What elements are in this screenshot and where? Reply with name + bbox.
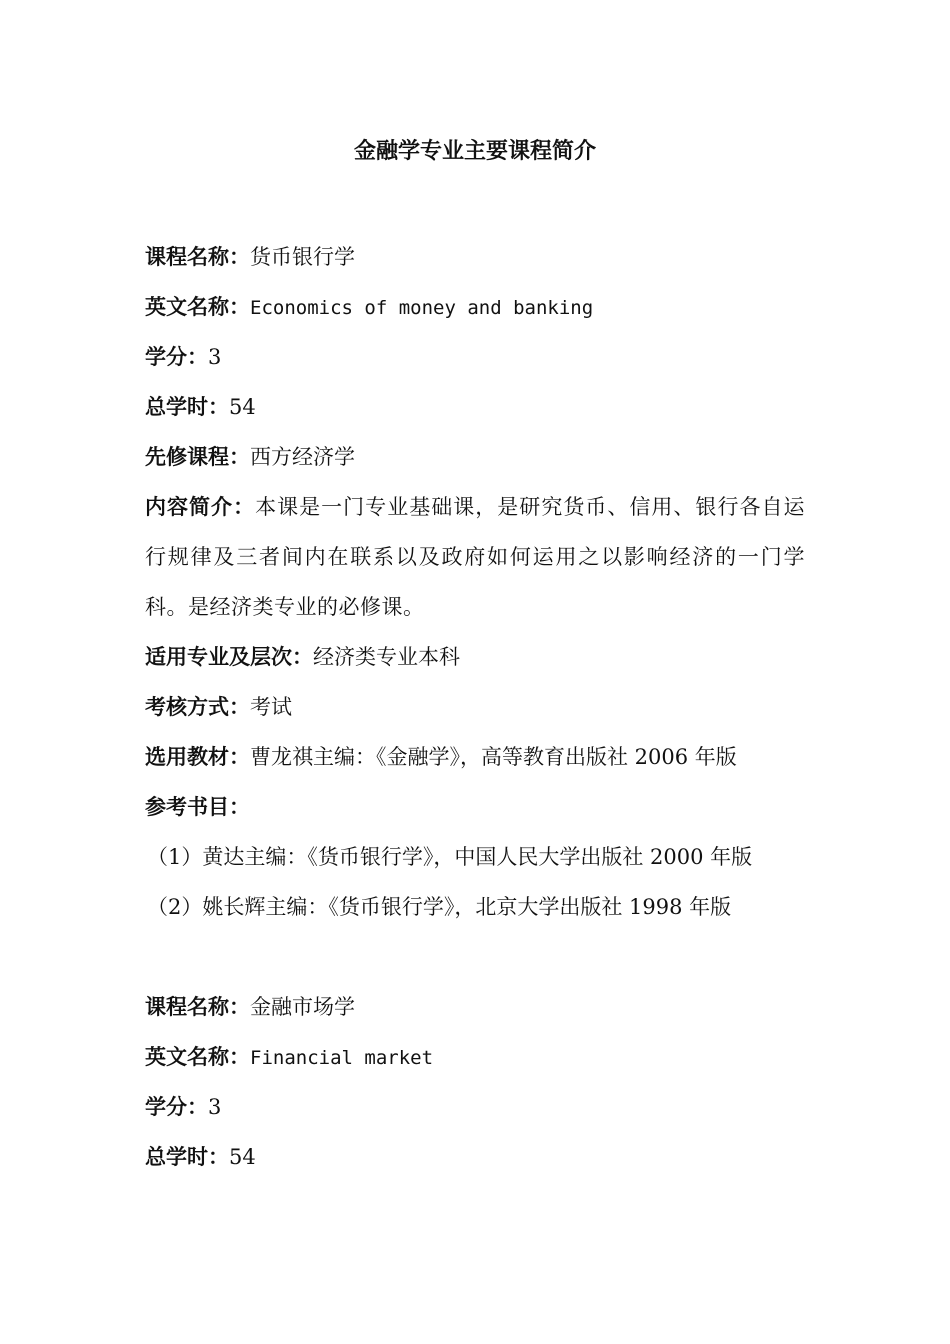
hours-row (145, 1132, 805, 1182)
course-name-row (145, 982, 805, 1032)
textbook-row (145, 732, 805, 782)
section-spacer (145, 932, 805, 982)
course-section-1 (145, 232, 805, 932)
exam-value: 考试 (250, 695, 292, 719)
scope-value: 经济类专业本科 (313, 645, 460, 669)
exam-label: 考核方式： (145, 694, 250, 719)
english-name-value: Economics of money and banking (250, 297, 594, 319)
course-name-label: 课程名称： (145, 994, 250, 1019)
credit-label: 学分： (145, 1094, 208, 1119)
course-section-2 (145, 982, 805, 1182)
textbook-value: 曹龙祺主编：《金融学》，高等教育出版社 2006 年版 (250, 745, 737, 769)
prereq-row (145, 432, 805, 482)
hours-value: 54 (229, 1145, 256, 1169)
hours-value: 54 (229, 395, 256, 419)
page-title: 金融学专业主要课程简介 (353, 138, 596, 164)
references-label: 参考书目： (145, 794, 250, 819)
reference-item-2: （2）姚长辉主编：《货币银行学》，北京大学出版社 1998 年版 (147, 895, 732, 919)
english-name-label: 英文名称： (145, 294, 250, 319)
textbook-label: 选用教材： (145, 744, 250, 769)
scope-row (145, 632, 805, 682)
english-name-value: Financial market (250, 1047, 434, 1069)
english-name-row (145, 1032, 805, 1082)
course-name-value: 货币银行学 (250, 245, 355, 269)
credit-value: 3 (208, 1095, 222, 1119)
credit-value: 3 (208, 345, 222, 369)
reference-item-1: （1）黄达主编：《货币银行学》，中国人民大学出版社 2000 年版 (147, 845, 753, 869)
credit-row (145, 332, 805, 382)
course-name-value: 金融市场学 (250, 995, 355, 1019)
prereq-value: 西方经济学 (250, 445, 355, 469)
description-value: 本课是一门专业基础课，是研究货币、信用、银行各自运行规律及三者间内在联系以及政府如何运用之以影响经济的一门学科。是经济类专业的必修课。 (145, 495, 806, 619)
course-name-row (145, 232, 805, 282)
english-name-label: 英文名称： (145, 1044, 250, 1069)
references-row (145, 782, 805, 832)
hours-label: 总学时： (145, 394, 229, 419)
english-name-row (145, 282, 805, 332)
credit-row (145, 1082, 805, 1132)
exam-row (145, 682, 805, 732)
hours-row (145, 382, 805, 432)
scope-label: 适用专业及层次： (145, 644, 313, 669)
credit-label: 学分： (145, 344, 208, 369)
description-paragraph (145, 482, 805, 632)
description-label: 内容简介： (145, 494, 256, 519)
hours-label: 总学时： (145, 1144, 229, 1169)
document-body (145, 232, 805, 1182)
prereq-label: 先修课程： (145, 444, 250, 469)
course-name-label: 课程名称： (145, 244, 250, 269)
